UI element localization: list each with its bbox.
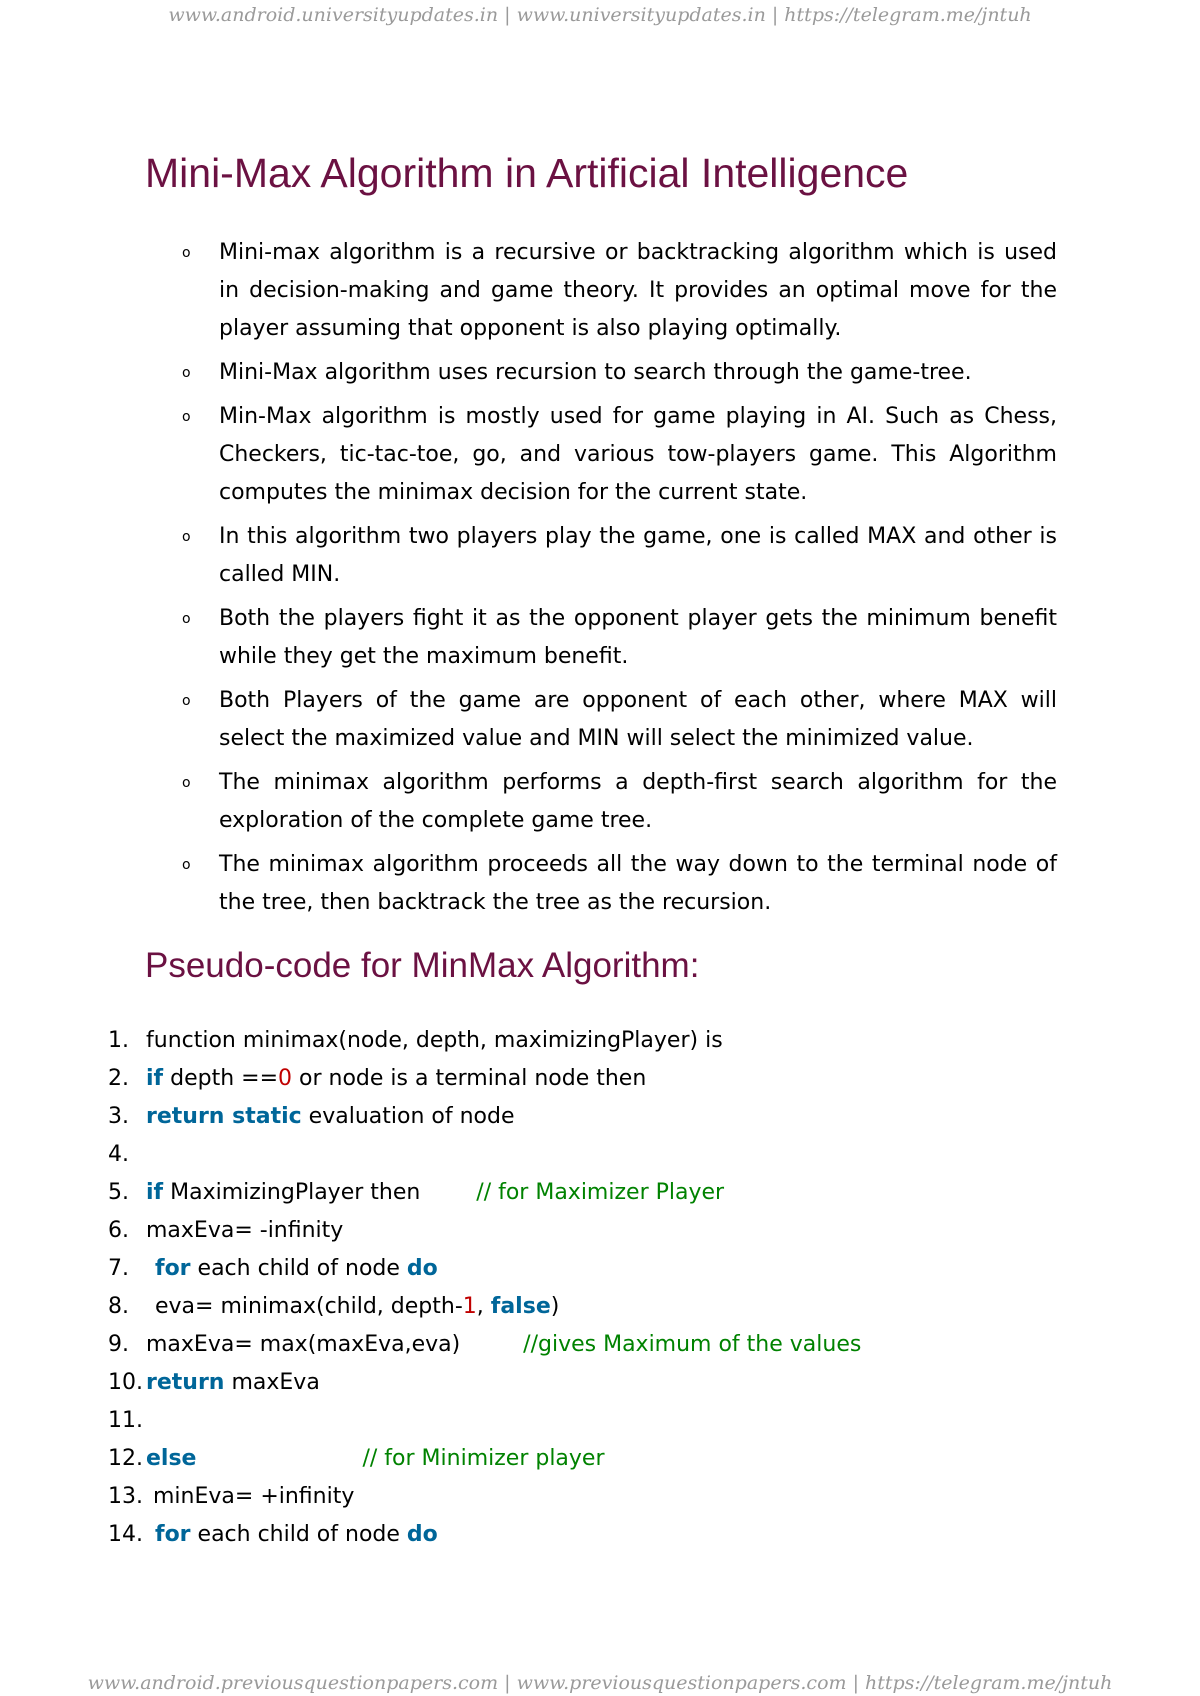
list-item [172,354,1057,392]
code-line [108,1022,861,1060]
code-keyword: else [146,1446,197,1471]
code-keyword: do [406,1256,438,1281]
list-item [172,518,1057,594]
code-line [108,1516,861,1554]
bullet-text: Min-Max algorithm is mostly used for game playing in AI. Such as Chess, Checkers, tic-tac-toe, go, and various tow-players game. This Algorithm computes the minimax decision for the current state. [219,404,1057,505]
bullet-text: Both Players of the game are opponent of each other, where MAX will select the maximized value and MIN will select the minimized value. [219,688,1057,751]
code-text: maxEva= -infinity [146,1218,344,1243]
code-line [108,1250,861,1288]
code-literal: 0 [278,1066,293,1091]
bullet-marker: o [182,693,191,709]
code-line [108,1364,861,1402]
bullet-text: Mini-max algorithm is a recursive or backtracking algorithm which is used in decision-making and game theory. It provides an optimal move for the player assuming that opponent is also playing optimally. [219,240,1057,341]
code-keyword: return static [146,1104,302,1129]
line-number: 12. [108,1446,143,1471]
code-line [108,1060,861,1098]
code-text: function minimax(node, depth, maximizingPlayer) is [146,1028,723,1053]
code-line [108,1136,861,1174]
code-keyword: for [155,1522,191,1547]
bullet-marker: o [182,611,191,627]
bullet-marker: o [182,365,191,381]
bullet-marker: o [182,775,191,791]
bullet-text: In this algorithm two players play the game, one is called MAX and other is called MIN. [219,524,1057,587]
list-item [172,846,1057,922]
bullet-text: The minimax algorithm proceeds all the way down to the terminal node of the tree, then backtrack the tree as the recursion. [219,852,1057,915]
code-text: depth == [163,1066,279,1091]
list-item [172,764,1057,840]
line-number: 10. [108,1370,143,1395]
bullet-text: Both the players fight it as the opponent player gets the minimum benefit while they get the maximum benefit. [219,606,1057,669]
line-number: 8. [108,1294,129,1319]
line-number: 7. [108,1256,129,1281]
code-literal: 1 [462,1294,477,1319]
code-line [108,1326,861,1364]
code-text: , [476,1294,491,1319]
code-comment: //gives Maximum of the values [523,1332,862,1357]
code-text: evaluation of node [301,1104,515,1129]
footer-watermark-url: www.android.previousquestionpapers.com | www.previousquestionpapers.com | https://telegram.me/jntuh [87,1672,1113,1694]
code-line [108,1212,861,1250]
code-text: maxEva= max(maxEva,eva) [146,1332,524,1357]
bullet-text: The minimax algorithm performs a depth-first search algorithm for the exploration of the complete game tree. [219,770,1057,833]
code-keyword: do [406,1522,438,1547]
line-number: 14. [108,1522,143,1547]
code-text: ) [550,1294,560,1319]
pseudo-code-listing [108,1022,861,1554]
header-watermark-url: www.android.universityupdates.in | www.universityupdates.in | https://telegram.me/jntuh [168,4,1032,26]
list-item [172,398,1057,512]
code-keyword: return [146,1370,225,1395]
line-number: 11. [108,1408,143,1433]
list-item [172,682,1057,758]
code-keyword: false [490,1294,551,1319]
code-text: minEva= +infinity [153,1484,355,1509]
bullet-marker: o [182,857,191,873]
code-line [108,1402,861,1440]
code-comment: // for Maximizer Player [476,1180,725,1205]
list-item [172,600,1057,676]
code-text: each child of node [190,1256,407,1281]
code-text: or node is a terminal node then [292,1066,647,1091]
line-number: 9. [108,1332,129,1357]
code-text: maxEva [224,1370,320,1395]
code-line [108,1440,861,1478]
code-text: MaximizingPlayer then [163,1180,477,1205]
page-title: Mini-Max Algorithm in Artificial Intelligence [145,150,909,196]
line-number: 13. [108,1484,143,1509]
bullet-marker: o [182,529,191,545]
code-keyword: if [146,1066,164,1091]
line-number: 1. [108,1028,129,1053]
bullet-list [172,234,1057,928]
code-text: each child of node [190,1522,407,1547]
code-line [108,1288,861,1326]
line-number: 6. [108,1218,129,1243]
line-number: 4. [108,1142,129,1167]
code-line [108,1174,861,1212]
code-comment: // for Minimizer player [362,1446,605,1471]
code-line [108,1098,861,1136]
code-keyword: for [155,1256,191,1281]
code-line [108,1478,861,1516]
section-heading: Pseudo-code for MinMax Algorithm: [145,946,700,985]
line-number: 3. [108,1104,129,1129]
bullet-marker: o [182,245,191,261]
list-item [172,234,1057,348]
bullet-text: Mini-Max algorithm uses recursion to search through the game-tree. [219,360,972,385]
line-number: 2. [108,1066,129,1091]
code-keyword: if [146,1180,164,1205]
code-text: eva= minimax(child, depth- [155,1294,463,1319]
line-number: 5. [108,1180,129,1205]
bullet-marker: o [182,409,191,425]
